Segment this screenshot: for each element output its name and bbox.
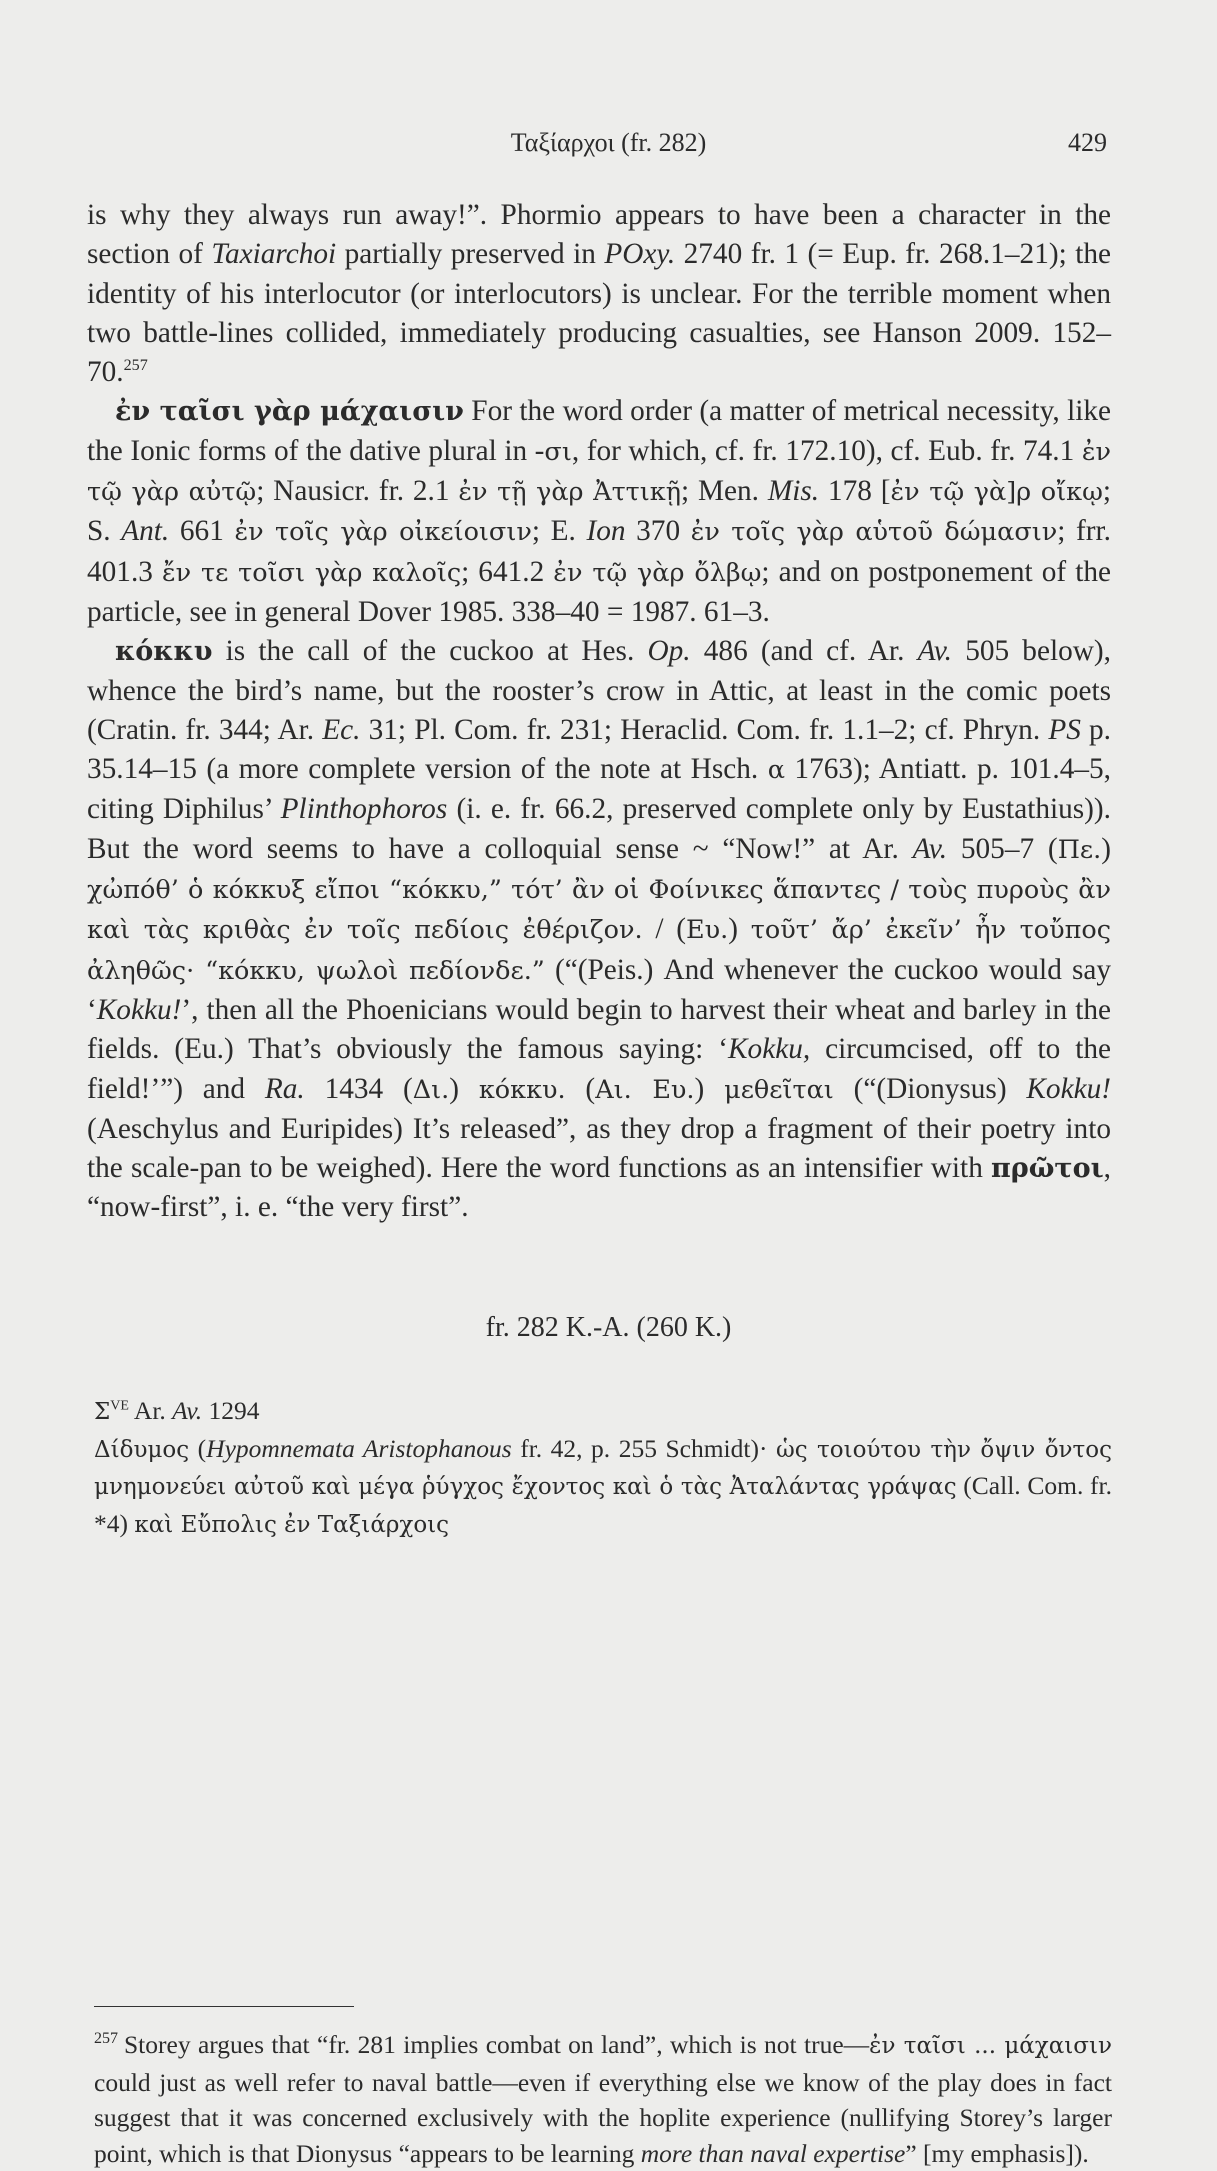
text: ; Nausicr. fr. 2.1 bbox=[256, 475, 459, 508]
text: ) bbox=[1101, 832, 1112, 865]
text: ( bbox=[189, 1433, 207, 1463]
emphasis: Kokku! bbox=[96, 993, 182, 1026]
greek-text: ἐν τῷ γὰ]ρ οἴκῳ bbox=[890, 477, 1103, 508]
lemma: ἐν ταῖσι γὰρ μάχαισιν bbox=[115, 396, 464, 428]
greek-quotation: χὠπόθ’ ὁ κόκκυξ εἴποι “κόκκυ,” τότ’ ἂν οἱ Φοίνικες ἅπαντες / τοὺς πυροὺς ἂν καὶ τὰς κριθὰς ἐν τοῖς πεδίοις ἐθέριζον. bbox=[87, 875, 1111, 946]
page-number: 429 bbox=[1068, 128, 1107, 157]
text: ) bbox=[694, 1072, 725, 1105]
greek-text: ἔν τε τοῖσι γὰρ καλοῖς bbox=[161, 557, 462, 588]
text: 370 bbox=[625, 515, 691, 548]
greek-text: καὶ Εὔπολις ἐν Ταξιάρχοις bbox=[134, 1511, 450, 1538]
citation: Mis. bbox=[767, 475, 820, 508]
text: For the word order (a matter of metrical necessity, like the Ionic forms of the dative plural in - bbox=[87, 395, 1111, 467]
paragraph-kokku bbox=[87, 632, 1111, 1227]
footnote-text bbox=[94, 2021, 1112, 2171]
paragraph-word-order bbox=[87, 392, 1111, 632]
text: is why they always run away!”. Phormio appears to have been a character in the section of bbox=[87, 199, 1111, 271]
greek-text: ἐν τοῖς γὰρ αὑτοῦ δώμασιν bbox=[690, 517, 1058, 548]
running-title: Ταξίαρχοι (fr. 282) bbox=[510, 128, 707, 157]
greek-text: Δι. bbox=[412, 1074, 450, 1105]
text: partially preserved in bbox=[336, 238, 605, 271]
text: ; E. bbox=[531, 515, 587, 548]
text: , for which, cf. fr. 172.10), cf. Eub. fr. 74.1 bbox=[571, 434, 1082, 467]
text: , “now-first”, i. e. “the very first”. bbox=[87, 1152, 1111, 1224]
citation: Ra. bbox=[264, 1072, 305, 1105]
greek-quotation: τοῦτ’ ἄρ’ ἐκεῖν’ ἦν τοὔπος ἀληθῶς· “κόκκυ, ψωλοὶ πεδίονδε.” bbox=[87, 915, 1111, 986]
text: (i. e. fr. 66.2, preserved complete only by Eustathius)). But the word seems to have a colloquial sense ~ “Now!” at Ar. bbox=[87, 793, 1112, 865]
greek-text: ὡς τοιούτου τὴν ὄψιν ὄντος μνημονεύει αὐτοῦ καὶ μέγα ῥύγχος ἔχοντος καὶ ὁ τὰς Ἀταλάντας γράψας bbox=[94, 1436, 1112, 1500]
text: (Aeschylus and Euripides) It’s released”, as they drop a fragment of their poetry into the scale-pan to be weighed). Here the word functions as an intensifier with bbox=[87, 1112, 1111, 1185]
greek-text: Πε. bbox=[1057, 834, 1102, 865]
title-hypomnemata: Hypomnemata Aristophanous bbox=[206, 1433, 512, 1463]
scholia-sigma: Σ bbox=[94, 1399, 111, 1425]
emphasis: Kokku! bbox=[1026, 1072, 1111, 1105]
text: 1763); Antiatt. p. 101.4–5, citing Diphilus’ bbox=[87, 753, 1111, 826]
greek-text: ἐν τῇ γὰρ Ἀττικῇ bbox=[458, 477, 681, 508]
citation: PS bbox=[1048, 713, 1081, 746]
text: ” [my emphasis]). bbox=[905, 2138, 1089, 2168]
text: ; and on postponement of the particle, see in general Dover 1985. 338–40 = 1987. 61–3. bbox=[87, 555, 1111, 628]
testimonium-source bbox=[94, 1393, 1112, 1431]
text: 1434 ( bbox=[304, 1072, 413, 1105]
citation-poxy: POxy. bbox=[604, 238, 676, 271]
footnote-divider bbox=[94, 2006, 354, 2007]
greek-text: κόκκυ. bbox=[478, 1074, 566, 1105]
lemma: κόκκυ bbox=[115, 636, 213, 668]
paragraph-phormio bbox=[87, 196, 1111, 392]
text: could just as well refer to naval battle—even if everything else we know of the play does in fact suggest that it was concerned exclusively with the hoplite experience (nullifying Storey’s larger point, which is that Dionysus “appears to be learning bbox=[94, 2067, 1112, 2168]
text: fr. 42, p. 255 Schmidt)· bbox=[511, 1433, 776, 1463]
greek-text: σι bbox=[544, 436, 572, 467]
greek-text: Αι. Ευ. bbox=[595, 1074, 695, 1105]
text: ’, then all the Phoenicians would begin to harvest their wheat and barley in the fields. (Eu.) That’s obviously the famous saying: ‘ bbox=[87, 993, 1111, 1066]
text: ; 641.2 bbox=[461, 555, 554, 588]
citation: Ion bbox=[586, 515, 626, 548]
text: Storey argues that “fr. 281 implies combat on land”, which is not true— bbox=[124, 2030, 870, 2059]
text: ) bbox=[728, 913, 751, 946]
greek-text: ἐν τῷ γὰρ αὐτῷ bbox=[87, 436, 1111, 508]
footnote-reference: 257 bbox=[123, 357, 148, 375]
text: 178 [ bbox=[819, 475, 891, 508]
text: (“(Peis.) And whenever the cuckoo would say ‘ bbox=[87, 953, 1112, 1026]
citation: Av. bbox=[912, 832, 948, 865]
text: 505 below), whence the bird’s name, but the rooster’s crow in Attic, at least in the comic poets (Cratin. fr. 344; Ar. bbox=[87, 635, 1111, 746]
commentary-body bbox=[87, 196, 1111, 1228]
text: circumcised, off to the field!’”) and bbox=[87, 1033, 1111, 1105]
text: (Call. Com. fr. *4) bbox=[94, 1471, 1112, 1538]
running-head bbox=[0, 124, 1217, 164]
greek-keyword: πρῶτοι bbox=[991, 1153, 1104, 1185]
text: p. 35.14–15 (a more complete version of the note at Hsch. bbox=[87, 713, 1112, 786]
citation: Ec. bbox=[322, 713, 361, 746]
scholia-sigla: VE bbox=[110, 1398, 129, 1414]
text: is the call of the cuckoo at Hes. bbox=[212, 635, 648, 668]
citation: Av. bbox=[917, 635, 953, 668]
greek-text: μεθεῖται bbox=[724, 1074, 834, 1105]
text: 1294 bbox=[202, 1396, 260, 1425]
citation: Av. bbox=[172, 1396, 203, 1425]
text: 505–7 ( bbox=[947, 832, 1058, 865]
text: ; frr. 401.3 bbox=[87, 515, 1112, 588]
testimonium bbox=[94, 1393, 1112, 1543]
text: Ar. bbox=[128, 1396, 173, 1425]
text: ) bbox=[449, 1072, 479, 1105]
footnote-257 bbox=[94, 2021, 1112, 2171]
title-taxiarchoi: Taxiarchoi bbox=[211, 238, 337, 271]
greek-text: ἐν τῷ γὰρ ὄλβῳ bbox=[553, 557, 762, 588]
text: 2740 fr. 1 (= Eup. fr. 268.1–21); the identity of his interlocutor (or interlocutors) is unclear. For the terrible moment when two battle-lines collided, immediately producing casualties, see Hanson 2009. 152–70. bbox=[87, 238, 1112, 389]
citation: Ant. bbox=[121, 515, 170, 548]
footnote-number: 257 bbox=[94, 2030, 118, 2047]
emphasis: more than naval expertise bbox=[640, 2138, 906, 2168]
title-plinthophoros: Plinthophoros bbox=[280, 793, 448, 826]
text: ( bbox=[565, 1072, 596, 1105]
text: ; Men. bbox=[681, 475, 768, 508]
text: 486 (and cf. Ar. bbox=[690, 635, 918, 668]
text: 661 bbox=[169, 515, 235, 548]
fragment-heading: fr. 282 K.-A. (260 K.) bbox=[485, 1312, 732, 1343]
text: 31; Pl. Com. fr. 231; Heraclid. Com. fr. 1.1–2; cf. Phryn. bbox=[360, 713, 1049, 746]
greek-text: Ευ. bbox=[686, 915, 729, 946]
greek-text: α bbox=[767, 755, 785, 786]
greek-text: ἐν τοῖς γὰρ οἰκείοισιν bbox=[234, 517, 532, 548]
citation: Op. bbox=[647, 635, 691, 668]
greek-text: Δίδυμος bbox=[94, 1436, 190, 1463]
emphasis: Kokku, bbox=[728, 1033, 811, 1066]
text: ; S. bbox=[87, 475, 1111, 548]
testimonium-text bbox=[94, 1431, 1112, 1544]
greek-text: ἐν ταῖσι ... μάχαισιν bbox=[869, 2033, 1112, 2059]
text: (“(Dionysus) bbox=[833, 1072, 1027, 1105]
text: / ( bbox=[642, 913, 687, 946]
